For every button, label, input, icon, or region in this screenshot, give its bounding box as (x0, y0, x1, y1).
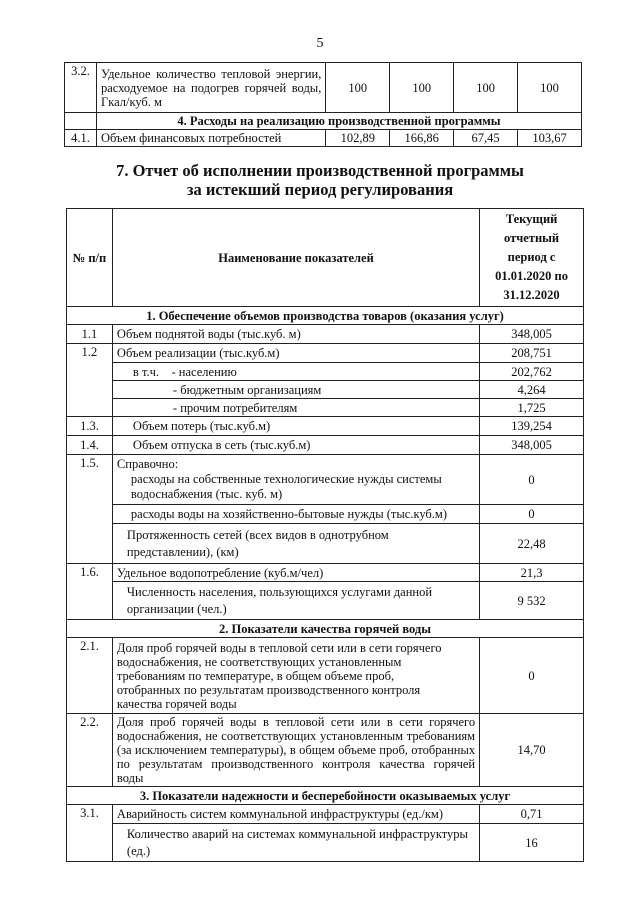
row-value: 208,751 (480, 344, 584, 363)
table-row (67, 638, 584, 714)
section-heading-line2: за истекший период регулирования (186, 180, 454, 199)
row-name: Аварийность систем коммунальной инфраструктуры (ед./км) (112, 805, 479, 824)
row-num: 1.1 (67, 325, 113, 344)
table-row (65, 130, 582, 147)
row-name: Доля проб горячей воды в тепловой сети или в сети горячего водоснабжения, не соответствующих установленным требованиям по температуре, в общем объеме проб, отобранных по результатам производственного контроля качества горячей воды (112, 638, 479, 714)
table-row (65, 63, 582, 113)
row-value: 0,71 (480, 805, 584, 824)
table-row (67, 564, 584, 582)
row-text: расходы на собственные технологические нужды системы водоснабжения (тыс. куб. м) (130, 472, 442, 501)
row-num: 1.6. (67, 564, 113, 620)
section-heading-line1: 7. Отчет об исполнении производственной программы (116, 161, 524, 180)
report-table (66, 208, 584, 862)
row-name: Объем поднятой воды (тыс.куб. м) (112, 325, 479, 344)
table-row (67, 824, 584, 862)
row-num: 2.2. (67, 714, 113, 787)
row-num: 3.1. (67, 805, 113, 862)
table-row (67, 344, 584, 363)
header-period: Текущий отчетный период с 01.01.2020 по 31.12.2020 (480, 209, 584, 307)
section-title: 1. Обеспечение объемов производства товаров (оказания услуг) (67, 307, 584, 325)
row-name: расходы воды на хозяйственно-бытовые нужды (тыс.куб.м) (112, 505, 479, 524)
row-name: Удельное водопотребление (куб.м/чел) (112, 564, 479, 582)
section-row (65, 113, 582, 130)
row-value: 4,264 (480, 381, 584, 399)
row-num: 1.3. (67, 417, 113, 436)
section-title: 2. Показатели качества горячей воды (67, 620, 584, 638)
table-row (67, 455, 584, 505)
section-title: 4. Расходы на реализацию производственной программы (96, 113, 581, 130)
row-value: 348,005 (480, 436, 584, 455)
table-row (67, 714, 584, 787)
row-value: 0 (480, 638, 584, 714)
table-row (67, 805, 584, 824)
row-num: 1.2 (67, 344, 113, 417)
row-name: Объем реализации (тыс.куб.м) (112, 344, 479, 363)
cell-value: 102,89 (326, 130, 390, 147)
section-row (67, 307, 584, 325)
row-name: Объем финансовых потребностей (96, 130, 325, 147)
cell-value: 100 (390, 63, 454, 113)
table-row (67, 363, 584, 381)
table-row (67, 417, 584, 436)
cell-value: 100 (326, 63, 390, 113)
row-value: 139,254 (480, 417, 584, 436)
section-row (67, 787, 584, 805)
row-name: Удельное количество тепловой энергии, расходуемое на подогрев горячей воды, Гкал/куб. м (96, 63, 325, 113)
row-value: 202,762 (480, 363, 584, 381)
row-num: 2.1. (67, 638, 113, 714)
row-num: 1.4. (67, 436, 113, 455)
cell-value: 100 (454, 63, 518, 113)
section-title: 3. Показатели надежности и бесперебойности оказываемых услуг (67, 787, 584, 805)
row-value: 22,48 (480, 524, 584, 564)
row-name: Доля проб горячей воды в тепловой сети или в сети горячего водоснабжения, не соответствующих установленным требованиям (за исключением температуры), в общем объеме проб, отобранных по результатам производственного контроля качества горячей воды (112, 714, 479, 787)
table-row (67, 524, 584, 564)
row-value: 0 (480, 455, 584, 505)
header-num: № п/п (67, 209, 113, 307)
row-value: 9 532 (480, 582, 584, 620)
row-value: 1,725 (480, 399, 584, 417)
cell-value: 67,45 (454, 130, 518, 147)
row-name: Объем отпуска в сеть (тыс.куб.м) (112, 436, 479, 455)
cell-value: 100 (518, 63, 582, 113)
row-name: Объем потерь (тыс.куб.м) (112, 417, 479, 436)
row-value: 348,005 (480, 325, 584, 344)
row-name: Количество аварий на системах коммунальной инфраструктуры (ед.) (112, 824, 479, 862)
row-name: - бюджетным организациям (112, 381, 479, 399)
table-row (67, 436, 584, 455)
row-num: 4.1. (65, 130, 97, 147)
table-row (67, 381, 584, 399)
header-name: Наименование показателей (112, 209, 479, 307)
row-name: в т.ч. - населению (112, 363, 479, 381)
row-num: 3.2. (65, 63, 97, 113)
row-label: Справочно: (116, 457, 179, 471)
top-table (64, 62, 582, 147)
row-value: 14,70 (480, 714, 584, 787)
row-name: Протяженность сетей (всех видов в однотрубном представлении), (км) (112, 524, 479, 564)
table-row (67, 399, 584, 417)
table-row (67, 325, 584, 344)
cell-value: 166,86 (390, 130, 454, 147)
row-value: 0 (480, 505, 584, 524)
row-name: - прочим потребителям (112, 399, 479, 417)
row-value: 21,3 (480, 564, 584, 582)
row-name (112, 455, 479, 505)
row-num: 1.5. (67, 455, 113, 564)
table-row (67, 505, 584, 524)
row-name: Численность населения, пользующихся услугами данной организации (чел.) (112, 582, 479, 620)
page-number: 5 (316, 36, 324, 51)
row-value: 16 (480, 824, 584, 862)
section-row (67, 620, 584, 638)
table-row (67, 582, 584, 620)
header-row (67, 209, 584, 307)
cell-value: 103,67 (518, 130, 582, 147)
